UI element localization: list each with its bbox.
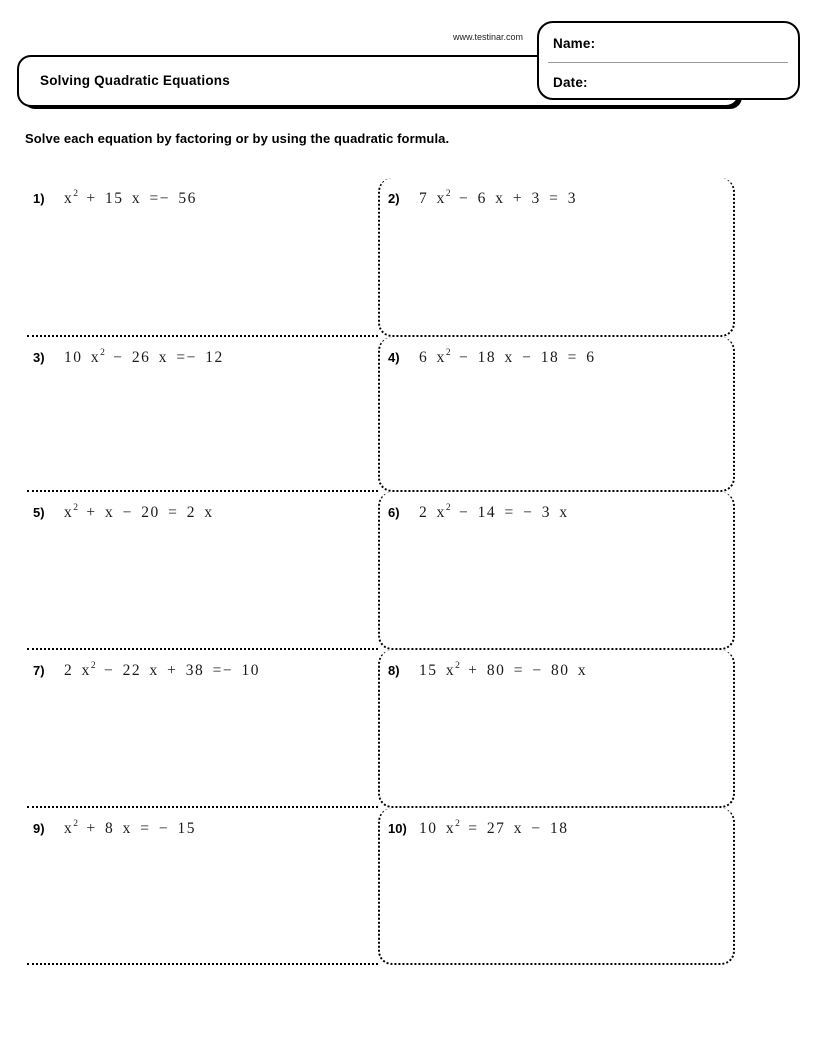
problem-cell-2 <box>378 178 735 337</box>
problem-number: 5) <box>33 505 45 521</box>
problem <box>27 337 378 367</box>
instruction-text: Solve each equation by factoring or by using the quadratic formula. <box>25 131 450 146</box>
problem <box>380 808 733 838</box>
problem-row <box>27 337 735 492</box>
problem-cell-1 <box>27 178 378 337</box>
problem-number: 8) <box>388 663 400 679</box>
problem-cell-3 <box>27 337 378 492</box>
problem-number: 6) <box>388 505 400 521</box>
problem-number: 2) <box>388 191 400 207</box>
problem-cell-6 <box>378 492 735 650</box>
problem-number: 9) <box>33 821 45 837</box>
date-label: Date: <box>553 75 588 90</box>
problem-number: 7) <box>33 663 45 679</box>
problem-equation: $x^2 + 8$ x = − 15 <box>64 819 196 838</box>
problem-cell-4 <box>378 337 735 492</box>
name-underline <box>548 62 788 63</box>
name-date-box <box>537 21 800 100</box>
problem-number: 10) <box>388 821 407 837</box>
problem-row <box>27 650 735 808</box>
problem <box>380 337 733 367</box>
problem <box>380 492 733 522</box>
problem-row <box>27 492 735 650</box>
problem-equation: 7 $x^2 - 6$ x + 3 = 3 <box>419 189 577 208</box>
page-title: Solving Quadratic Equations <box>40 73 230 88</box>
problems-grid <box>27 178 735 965</box>
problem-cell-10 <box>378 808 735 965</box>
problem-equation: 2 $x^2 - 14$ = − 3 x <box>419 503 569 522</box>
problem <box>27 808 378 838</box>
problem-row <box>27 178 735 337</box>
problem-equation: 15 $x^2 + 80$ = − 80 x <box>419 661 588 680</box>
problem-row <box>27 808 735 965</box>
problem-cell-7 <box>27 650 378 808</box>
problem <box>27 178 378 208</box>
problem-number: 1) <box>33 191 45 207</box>
problem-number: 3) <box>33 350 45 366</box>
name-label: Name: <box>553 36 596 51</box>
problem-cell-8 <box>378 650 735 808</box>
problem <box>380 178 733 208</box>
problem-equation: 6 $x^2 - 18$ x − 18 = 6 <box>419 348 596 367</box>
problem-number: 4) <box>388 350 400 366</box>
problem <box>27 492 378 522</box>
problem-cell-5 <box>27 492 378 650</box>
problem-cell-9 <box>27 808 378 965</box>
problem-equation: $x^2 + x - 20 = 2$ x <box>64 503 214 522</box>
problem-equation: $x^2 + 15$ x =− 56 <box>64 189 197 208</box>
problem <box>27 650 378 680</box>
problem-equation: 10 $x^2 = 27$ x − 18 <box>419 819 569 838</box>
problem <box>380 650 733 680</box>
problem-equation: 2 $x^2 - 22$ x + 38 =− 10 <box>64 661 260 680</box>
problem-equation: 10 $x^2 - 26$ x =− 12 <box>64 348 224 367</box>
website-url: www.testinar.com <box>452 32 523 42</box>
